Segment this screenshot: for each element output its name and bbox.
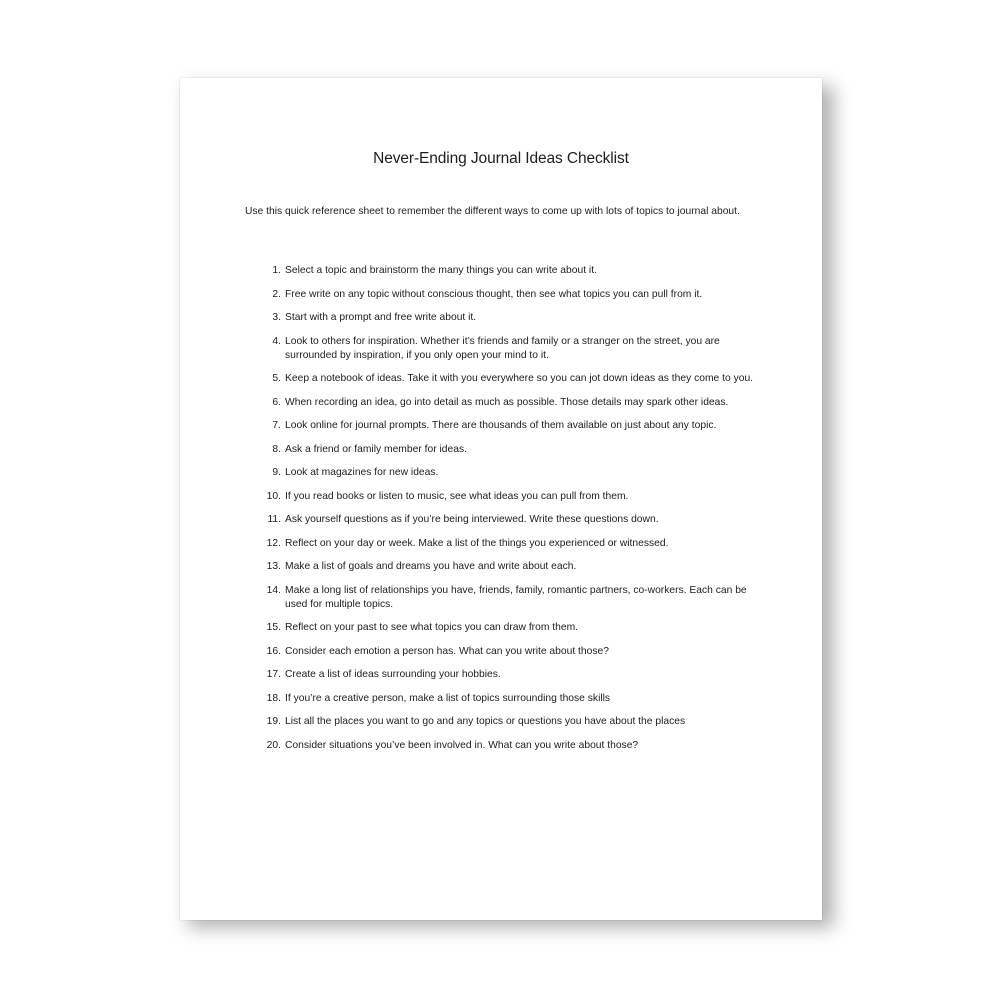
checklist-item: [264, 466, 764, 480]
item-text: Create a list of ideas surrounding your hobbies.: [285, 669, 501, 680]
item-number: 8.: [272, 443, 281, 455]
item-number: 15.: [266, 622, 281, 633]
item-number: 17.: [266, 669, 281, 680]
item-text: Start with a prompt and free write about it.: [285, 312, 477, 323]
item-number: 2.: [272, 288, 281, 300]
item-text: Look online for journal prompts. There are thousands of them available on just about any topic.: [285, 420, 717, 431]
item-number: 6.: [272, 396, 281, 408]
item-number: 14.: [266, 584, 281, 596]
item-text: Ask yourself questions as if you’re being interviewed. Write these questions down.: [285, 514, 659, 525]
item-number: 10.: [266, 490, 281, 502]
document-page: [180, 78, 822, 920]
checklist-item: [264, 668, 764, 682]
item-text: Keep a notebook of ideas. Take it with you everywhere so you can jot down ideas as they come to you.: [285, 373, 754, 384]
checklist-item: [264, 715, 764, 729]
item-text: Make a long list of relationships you have, friends, family, romantic partners, co-workers. Each can be used for multiple topics.: [285, 584, 747, 610]
checklist-item: [264, 419, 764, 433]
item-number: 12.: [266, 537, 281, 549]
checklist-item: [264, 288, 764, 302]
checklist-item: [264, 692, 764, 706]
item-text: List all the places you want to go and any topics or questions you have about the places: [285, 716, 686, 727]
checklist-item: [264, 560, 764, 574]
item-number: 5.: [272, 373, 281, 384]
item-number: 9.: [272, 467, 281, 478]
item-number: 19.: [266, 716, 281, 727]
item-number: 16.: [266, 645, 281, 657]
item-text: Look to others for inspiration. Whether it’s friends and family or a stranger on the street, you are surrounded by inspiration, if you only open your mind to it.: [285, 335, 720, 361]
intro-paragraph: Use this quick reference sheet to remember the different ways to come up with lots of topics to journal about.: [245, 206, 740, 217]
checklist-item: [264, 739, 764, 753]
item-number: 18.: [266, 692, 281, 704]
item-number: 7.: [272, 420, 281, 431]
checklist-item: [264, 311, 764, 325]
item-text: Reflect on your day or week. Make a list of the things you experienced or witnessed.: [285, 537, 669, 549]
item-text: Consider situations you’ve been involved in. What can you write about those?: [285, 739, 639, 751]
checklist-item: [264, 443, 764, 457]
checklist-item: [264, 396, 764, 410]
item-text: Free write on any topic without conscious thought, then see what topics you can pull from it.: [285, 288, 703, 300]
checklist-item: [264, 621, 764, 635]
checklist-item: [264, 372, 764, 386]
checklist-item: [264, 537, 764, 551]
document-title: Never-Ending Journal Ideas Checklist: [373, 150, 629, 167]
checklist-item: [264, 490, 764, 504]
item-number: 1.: [272, 265, 281, 276]
item-text: Select a topic and brainstorm the many things you can write about it.: [285, 265, 597, 276]
ideas-checklist: [264, 264, 764, 762]
item-number: 3.: [272, 312, 281, 323]
checklist-item: [264, 513, 764, 527]
item-text: If you’re a creative person, make a list of topics surrounding those skills: [285, 692, 611, 704]
item-text: Reflect on your past to see what topics you can draw from them.: [285, 622, 579, 633]
item-text: Consider each emotion a person has. What can you write about those?: [285, 645, 609, 657]
checklist-item: [264, 264, 764, 278]
checklist-item: [264, 335, 764, 363]
item-text: Make a list of goals and dreams you have and write about each.: [285, 561, 577, 572]
item-number: 13.: [266, 561, 281, 572]
item-text: Look at magazines for new ideas.: [285, 467, 439, 478]
item-text: Ask a friend or family member for ideas.: [285, 443, 467, 455]
item-number: 4.: [272, 335, 281, 347]
item-text: If you read books or listen to music, see what ideas you can pull from them.: [285, 490, 629, 502]
item-number: 20.: [266, 739, 281, 751]
checklist-item: [264, 645, 764, 659]
item-number: 11.: [267, 514, 281, 525]
item-text: When recording an idea, go into detail as much as possible. Those details may spark other ideas.: [285, 396, 729, 408]
checklist-item: [264, 584, 764, 612]
